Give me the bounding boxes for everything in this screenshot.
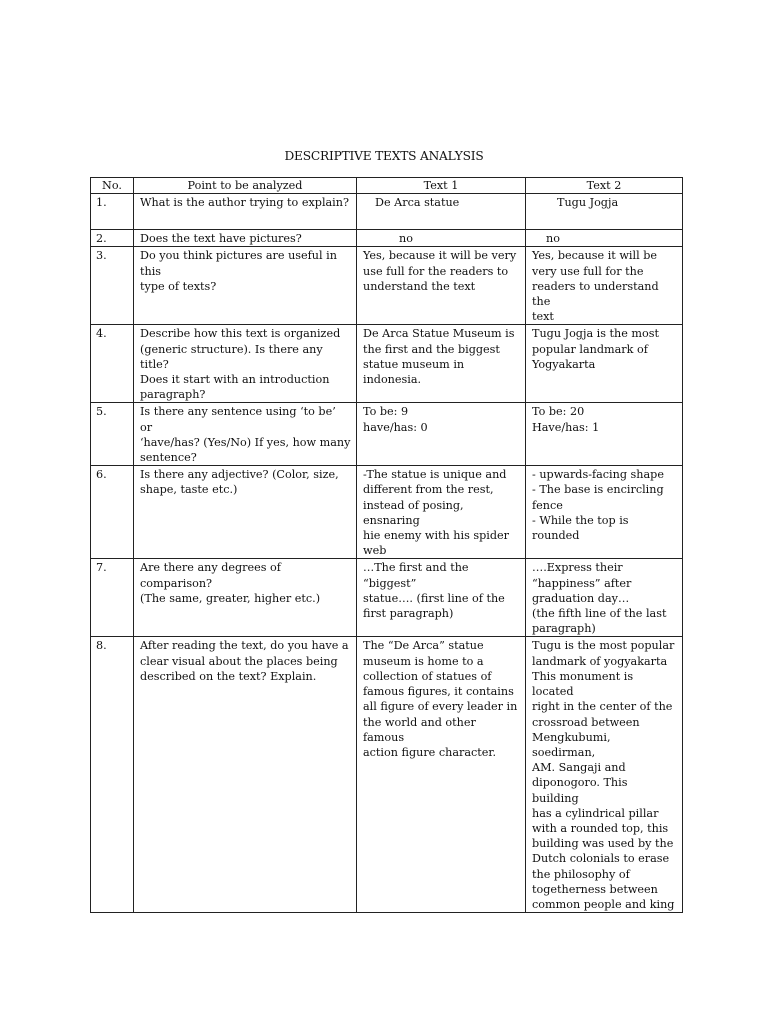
header-no: No.: [91, 178, 134, 194]
analysis-table: [90, 177, 683, 913]
text1-cell: -The statue is unique and different from the rest, instead of posing, ensnaring hie enemy with his spider web: [357, 466, 526, 559]
text2-cell: - upwards-facing shape - The base is encircling fence - While the top is rounded: [526, 466, 683, 559]
row-number: 4.: [91, 325, 134, 403]
point-cell: Describe how this text is organized (generic structure). Is there any title? Does it start with an introduction paragraph?: [134, 325, 357, 403]
table-row: [91, 247, 683, 325]
text1-cell: To be: 9 have/has: 0: [357, 403, 526, 466]
point-cell: Is there any adjective? (Color, size, shape, taste etc.): [134, 466, 357, 559]
text2-cell: ….Express their “happiness” after graduation day… (the fifth line of the last paragraph): [526, 559, 683, 637]
text1-cell: Yes, because it will be very use full for the readers to understand the text: [357, 247, 526, 325]
point-cell: Do you think pictures are useful in this type of texts?: [134, 247, 357, 325]
table-row: [91, 637, 683, 913]
text1-cell: The “De Arca” statue museum is home to a collection of statues of famous figures, it contains all figure of every leader in the world and other famous action figure character.: [357, 637, 526, 913]
table-row: [91, 194, 683, 230]
row-number: 7.: [91, 559, 134, 637]
row-number: 5.: [91, 403, 134, 466]
point-cell: What is the author trying to explain?: [134, 194, 357, 230]
table-row: [91, 559, 683, 637]
text2-cell: Tugu Jogja is the most popular landmark of Yogyakarta: [526, 325, 683, 403]
table-row: [91, 403, 683, 466]
text1-cell: no: [357, 230, 526, 247]
header-text1: Text 1: [357, 178, 526, 194]
row-number: 3.: [91, 247, 134, 325]
header-text2: Text 2: [526, 178, 683, 194]
text1-cell: …The first and the “biggest” statue…. (first line of the first paragraph): [357, 559, 526, 637]
point-cell: After reading the text, do you have a clear visual about the places being described on the text? Explain.: [134, 637, 357, 913]
text2-cell: Yes, because it will be very use full for the readers to understand the text: [526, 247, 683, 325]
point-cell: Does the text have pictures?: [134, 230, 357, 247]
row-number: 8.: [91, 637, 134, 913]
point-cell: Is there any sentence using ‘to be’ or ‘have/has? (Yes/No) If yes, how many sentence?: [134, 403, 357, 466]
row-number: 1.: [91, 194, 134, 230]
text1-cell: De Arca Statue Museum is the first and the biggest statue museum in indonesia.: [357, 325, 526, 403]
table-header-row: [91, 178, 683, 194]
table-row: [91, 325, 683, 403]
row-number: 6.: [91, 466, 134, 559]
table-row: [91, 466, 683, 559]
table-row: [91, 230, 683, 247]
text2-cell: no: [526, 230, 683, 247]
text2-cell: To be: 20 Have/has: 1: [526, 403, 683, 466]
text2-cell: Tugu is the most popular landmark of yogyakarta This monument is located right in the center of the crossroad between Mengkubumi, soedirman, AM. Sangaji and diponogoro. This building has a cylindrical pillar with a rounded top, this building was used by the Dutch colonials to erase the philosophy of togetherness between common people and king: [526, 637, 683, 913]
header-point: Point to be analyzed: [134, 178, 357, 194]
point-cell: Are there any degrees of comparison? (The same, greater, higher etc.): [134, 559, 357, 637]
text2-cell: Tugu Jogja: [526, 194, 683, 230]
text1-cell: De Arca statue: [357, 194, 526, 230]
row-number: 2.: [91, 230, 134, 247]
document-title: DESCRIPTIVE TEXTS ANALYSIS: [284, 149, 484, 163]
